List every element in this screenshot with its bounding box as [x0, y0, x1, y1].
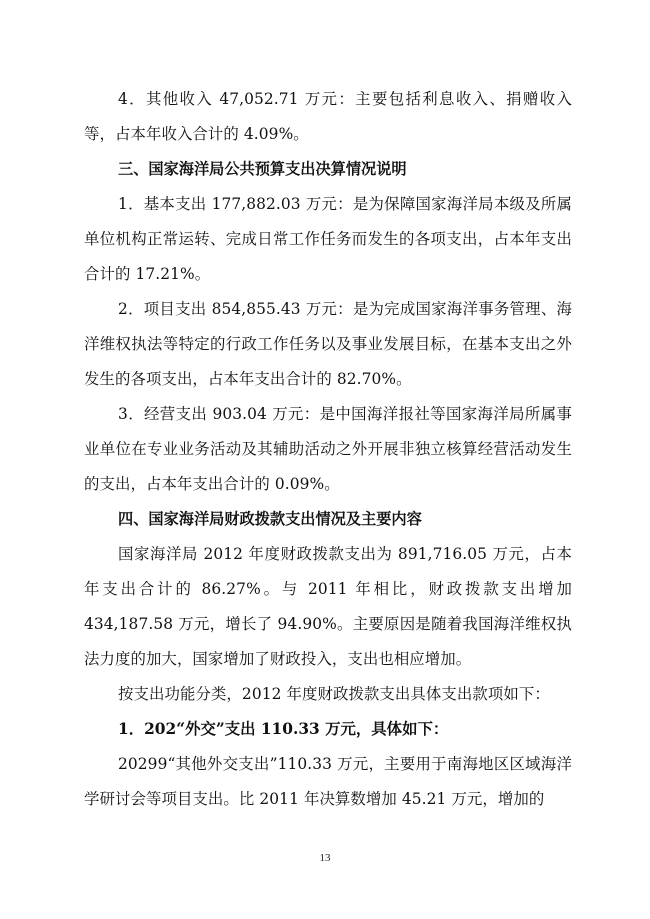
section-heading-4: 四、国家海洋局财政拨款支出情况及主要内容 [118, 510, 422, 528]
paragraph-project-expenditure: 2．项目支出 854,855.43 万元：是为完成国家海洋事务管理、海洋维权执法等特定的行政工作任务以及事业发展目标，在基本支出之外发生的各项支出，占本年支出合计的 82.70%。 [84, 300, 572, 388]
paragraph-operating-expenditure: 3．经营支出 903.04 万元：是中国海洋报社等国家海洋局所属事业单位在专业业务活动及其辅助活动之外开展非独立核算经营活动发生的支出，占本年支出合计的 0.09%。 [84, 405, 572, 493]
section-heading-3: 三、国家海洋局公共预算支出决算情况说明 [118, 160, 407, 178]
paragraph-fiscal-appropriation: 国家海洋局 2012 年度财政拨款支出为 891,716.05 万元，占本年支出合计的 86.27%。与 2011 年相比，财政拨款支出增加 434,187.58 万元，增长了 94.90%。主要原因是随着我国海洋维权执法力度的加大，国家增加了财政投入，支出也相应增加。 [84, 545, 572, 668]
subheading-diplomacy: 1．202“外交”支出 110.33 万元，具体如下： [118, 720, 449, 738]
paragraph-other-diplomacy: 20299“其他外交支出”110.33 万元，主要用于南海地区区域海洋学研讨会等项目支出。比 2011 年决算数增加 45.21 万元，增加的 [84, 755, 572, 808]
paragraph-by-function: 按支出功能分类，2012 年度财政拨款支出具体支出款项如下： [118, 685, 550, 703]
paragraph-basic-expenditure: 1．基本支出 177,882.03 万元：是为保障国家海洋局本级及所属单位机构正常运转、完成日常工作任务而发生的各项支出，占本年支出合计的 17.21%。 [84, 195, 572, 283]
document-body [84, 82, 572, 817]
page-number: 13 [319, 852, 331, 864]
paragraph-other-income: 4．其他收入 47,052.71 万元：主要包括利息收入、捐赠收入等，占本年收入合计的 4.09%。 [84, 90, 572, 143]
